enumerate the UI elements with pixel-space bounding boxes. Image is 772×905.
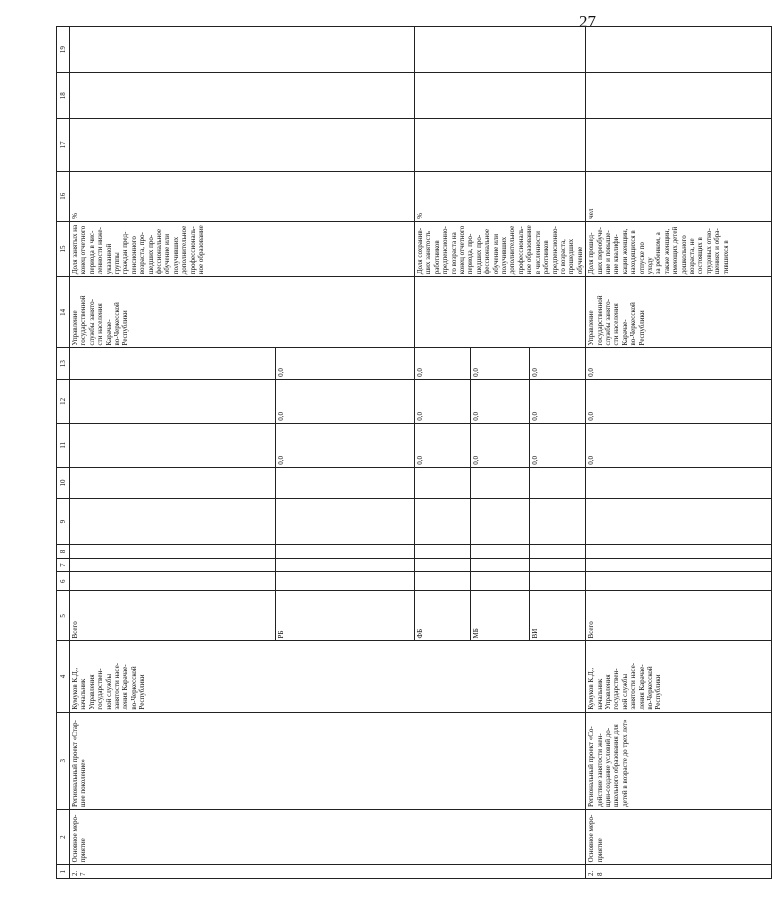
header-cell: 19 (57, 27, 70, 73)
value-cell (415, 348, 586, 379)
rotated-table-sheet (56, 26, 730, 879)
header-cell: 2 (57, 809, 70, 864)
value-cell (70, 379, 415, 423)
source-label: Всего (586, 591, 772, 641)
value-cell (415, 379, 586, 423)
empty-cell (586, 119, 772, 171)
header-cell: 1 (57, 865, 70, 879)
empty-cell (70, 545, 415, 559)
value: 0,0 (415, 348, 471, 378)
value: 0,0 (471, 348, 529, 378)
header-cell: 10 (57, 467, 70, 498)
header-cell: 15 (57, 221, 70, 276)
source-cell (415, 591, 586, 641)
header-cell: 17 (57, 119, 70, 171)
indicator-name: Доля занятых на конец отчетного периода в чис- ленности ниже- указанной группы граждан пред- пенсионного возраста, про- шедших про- фессиональное обучение или получивших дополнительное профессиональ- ное образование (70, 221, 415, 276)
responsible-person: Кумуков К.Д., начальник Управления государствен- ной службы занятости насе- ления Карачае- во-Черкесской Республики (586, 641, 772, 712)
empty-cell (415, 572, 586, 591)
indicator-unit: % (415, 171, 586, 221)
empty-cell (415, 119, 586, 171)
indicator-org (415, 277, 586, 348)
value: 0,0 (586, 379, 772, 423)
empty-cell (586, 27, 772, 73)
source-label: РБ (276, 630, 285, 639)
empty-cell (586, 73, 772, 119)
header-cell: 18 (57, 73, 70, 119)
indicator-name: Доля прошед- ших переобуче- ние и повыше- ние квалифи- кации женщин, находящихся в отпуске по уходу за ребенком, а также женщин, имеющих детей дошкольного возраста, не состоящих в трудовых отно- шениях и обра- тившихся в (586, 221, 772, 276)
value: 0,0 (530, 412, 539, 421)
source-label: МБ (471, 591, 529, 640)
program-table (56, 26, 772, 879)
empty-cell (415, 558, 586, 572)
value (70, 348, 275, 378)
header-cell: 14 (57, 277, 70, 348)
empty-cell (586, 558, 772, 572)
header-cell: 6 (57, 572, 70, 591)
source-label: ВИ (530, 628, 539, 639)
value-cell (70, 348, 415, 379)
empty-cell (415, 27, 586, 73)
empty-cell (586, 545, 772, 559)
value: 0,0 (415, 424, 471, 467)
value: 0,0 (415, 380, 471, 423)
header-cell: 3 (57, 712, 70, 809)
value: 0,0 (276, 456, 285, 465)
empty-cell (415, 73, 586, 119)
empty-cell (70, 73, 415, 119)
header-cell: 9 (57, 499, 70, 545)
table-rotator (56, 26, 730, 879)
table-row (586, 27, 772, 879)
value: 0,0 (471, 380, 529, 423)
header-row (57, 27, 70, 879)
empty-cell (586, 572, 772, 591)
header-cell: 12 (57, 379, 70, 423)
source-label: ФБ (415, 591, 471, 640)
header-cell: 7 (57, 558, 70, 572)
empty-cell (415, 467, 586, 498)
empty-cell (70, 27, 415, 73)
indicator-org: Управление государственной службы занято- сти населения Карачае- во-Черкесской Республики (586, 277, 772, 348)
value (70, 424, 275, 467)
indicator-unit: чел (586, 171, 772, 221)
empty-cell (70, 119, 415, 171)
value: 0,0 (530, 456, 539, 465)
row-number: 2.8 (586, 865, 772, 879)
empty-cell (415, 499, 586, 545)
empty-cell (586, 467, 772, 498)
responsible-person: Кумуков К.Д., начальник Управления государствен- ной службы занятости насе- ления Карачае- во-Черкесской Республики (70, 641, 586, 712)
header-cell: 8 (57, 545, 70, 559)
empty-cell (70, 572, 415, 591)
value: 0,0 (276, 368, 285, 377)
value: 0,0 (530, 368, 539, 377)
source-cell (70, 591, 415, 641)
empty-cell (70, 467, 415, 498)
empty-cell (415, 545, 586, 559)
event-type: Основное меро- приятие (586, 809, 772, 864)
value: 0,0 (586, 348, 772, 379)
indicator-unit: % (70, 171, 415, 221)
row-number: 2.7 (70, 865, 586, 879)
header-cell: 16 (57, 171, 70, 221)
header-cell: 11 (57, 423, 70, 467)
indicator-org: Управление государственной службы занято- сти населения Карачае- во-Черкесской Республики (70, 277, 415, 348)
indicator-name: Доля сохранив- ших занятость работников предпенсионно- го возраста на конец отчетного периода, про- шедших про- фессиональное обучение или получивших дополнительное профессиональ- ное образование в численности работников предпенсионно- го возраста, прошедших обучение (415, 221, 586, 276)
value: 0,0 (276, 412, 285, 421)
header-cell: 5 (57, 591, 70, 641)
page-number: 27 (579, 12, 596, 31)
event-type: Основное меро- приятие (70, 809, 586, 864)
event-name: Региональный проект «Стар- шее поколение» (70, 712, 586, 809)
value-cell (70, 423, 415, 467)
empty-cell (586, 499, 772, 545)
value: 0,0 (471, 424, 529, 467)
event-name: Региональный проект «Со- действие занятости жен- щин-создание условий до- школьного образования для детей в возрасте до трех лет» (586, 712, 772, 809)
empty-cell (70, 558, 415, 572)
table-row (70, 27, 415, 879)
header-cell: 4 (57, 641, 70, 712)
source-label: Всего (70, 591, 275, 640)
value-cell (415, 423, 586, 467)
value: 0,0 (586, 423, 772, 467)
value (70, 380, 275, 423)
header-cell: 13 (57, 348, 70, 379)
empty-cell (70, 499, 415, 545)
